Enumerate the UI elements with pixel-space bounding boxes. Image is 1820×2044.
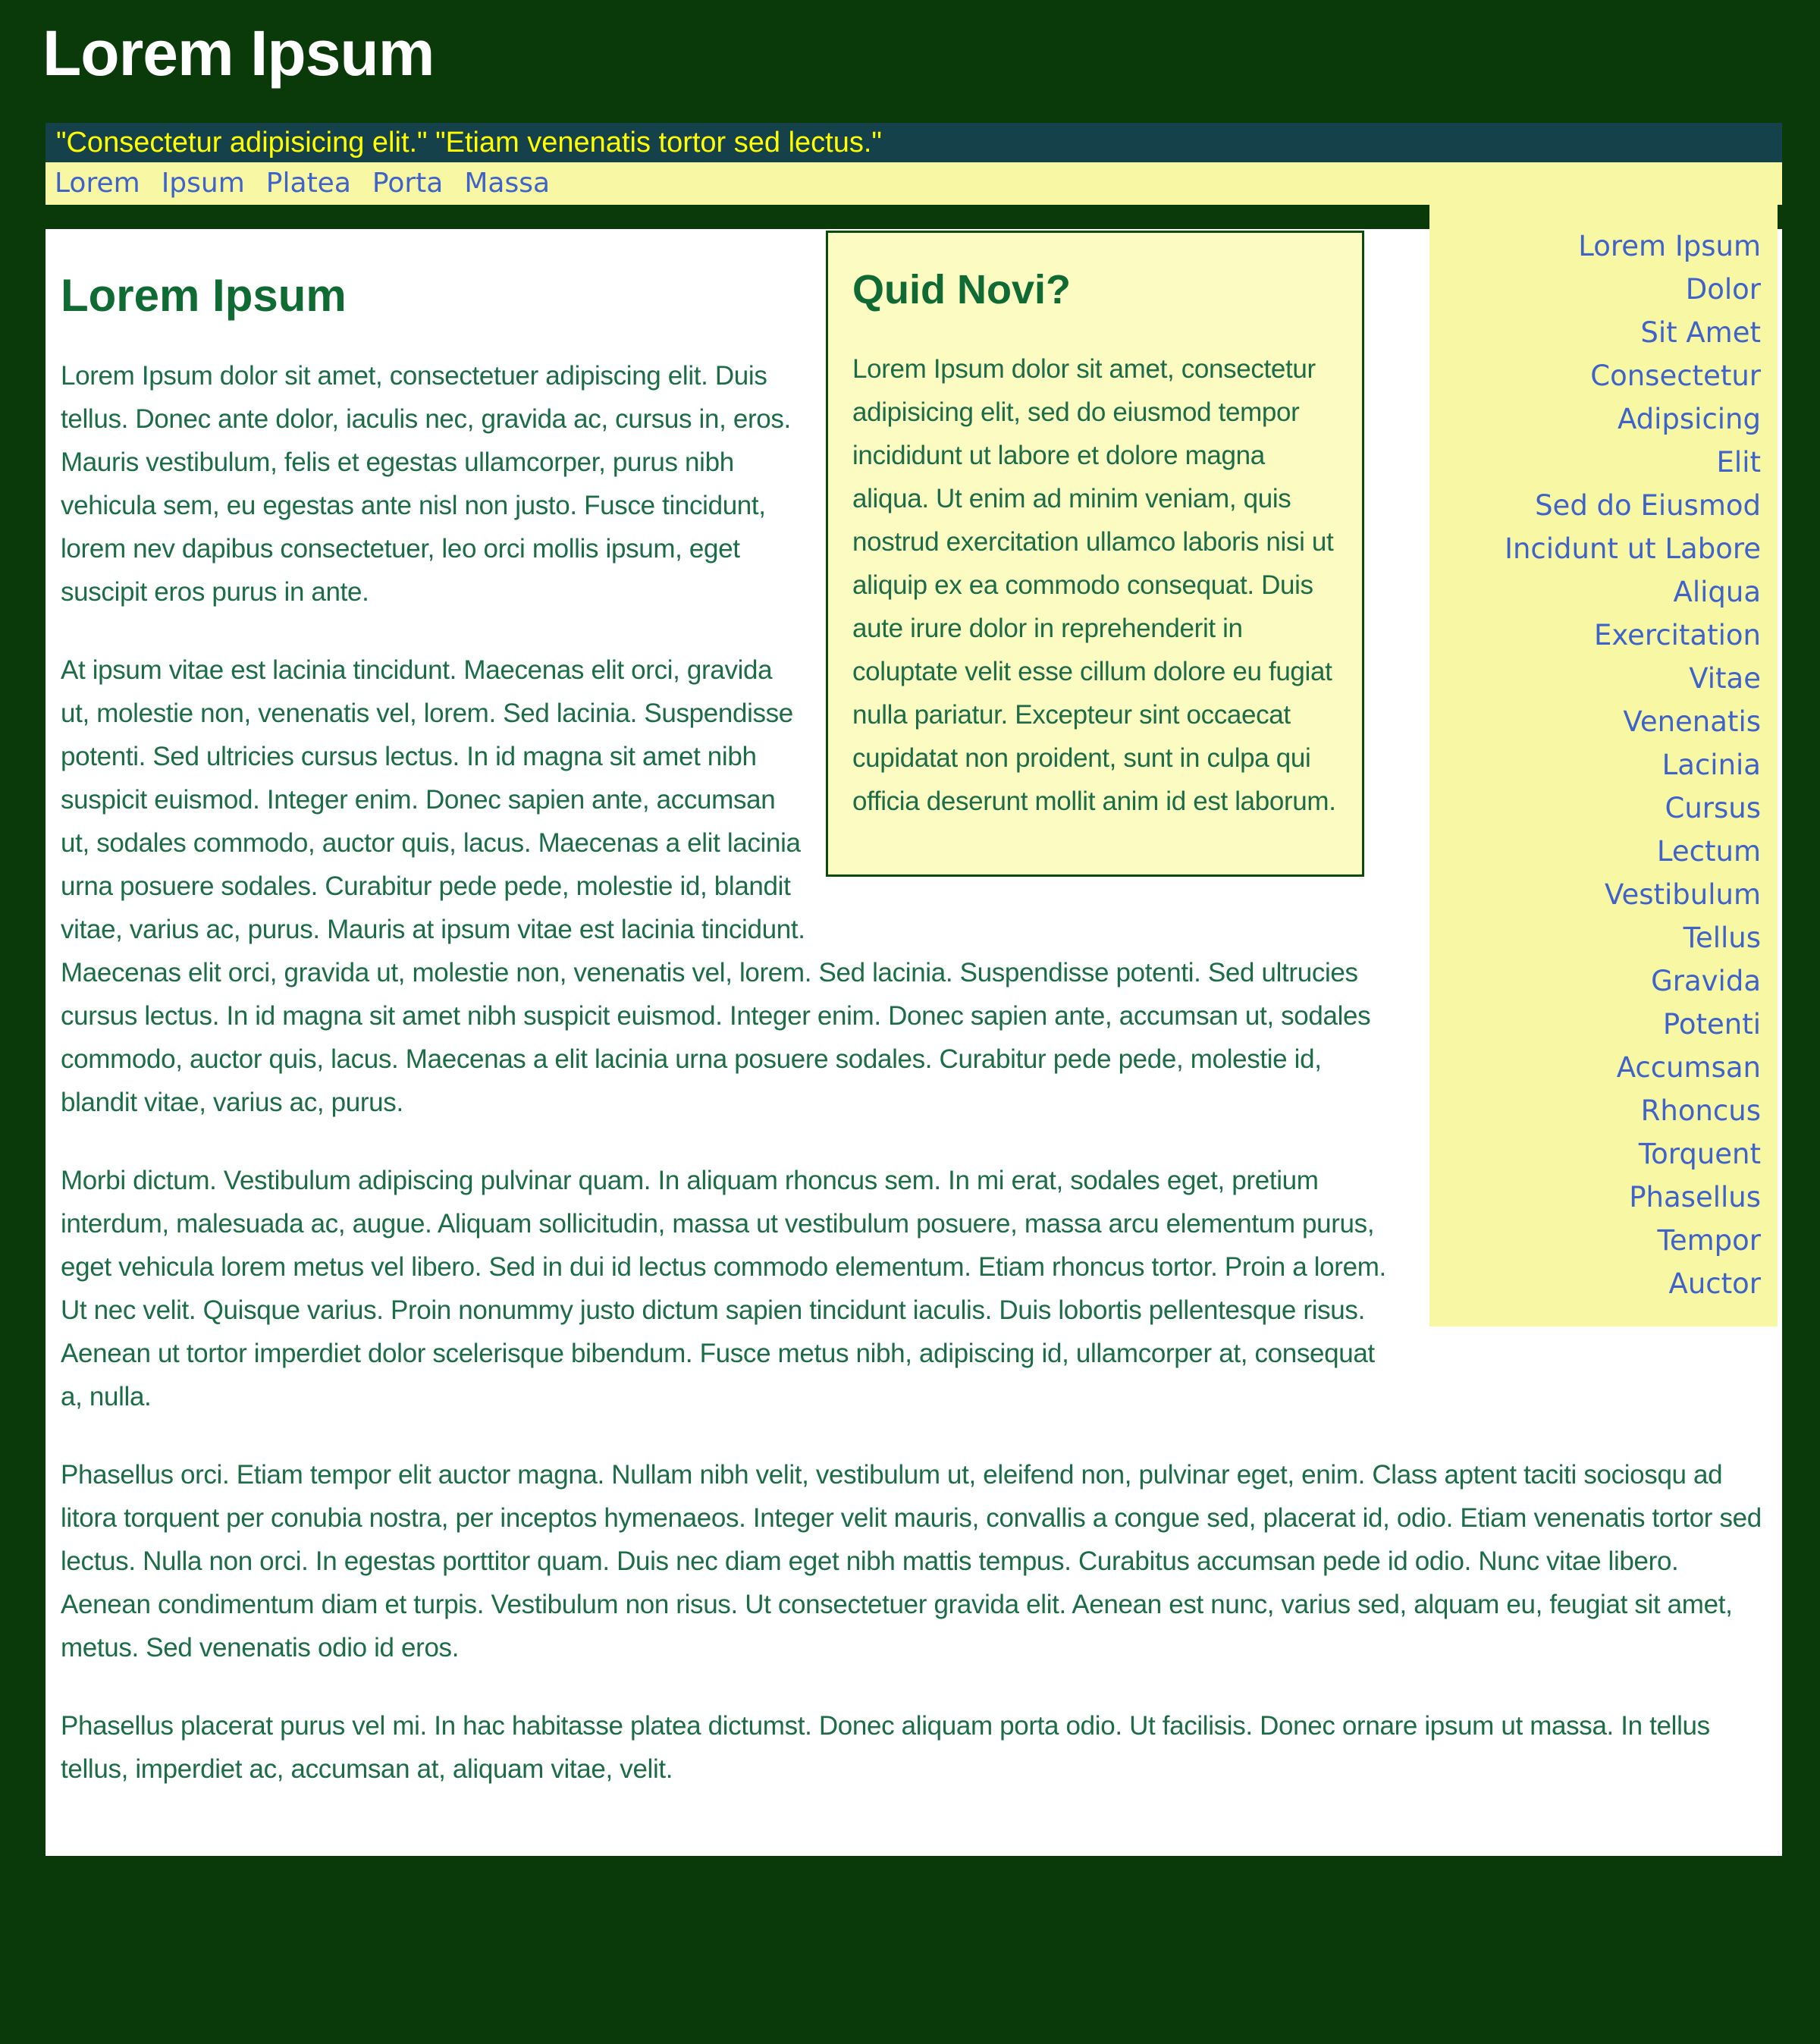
nav-link[interactable]: Lorem [55, 168, 140, 199]
sidebar-link[interactable]: Gravida [1651, 965, 1761, 997]
sidebar-link[interactable]: Phasellus [1629, 1181, 1761, 1214]
nav-link[interactable]: Ipsum [161, 168, 245, 199]
news-box [826, 231, 1364, 877]
article-paragraph: Lorem Ipsum dolor sit amet, consectetuer adipiscing elit. Duis tellus. Donec ante dolor, iaculis nec, gravida ac, cursus in, eros. Mauris vestibulum, felis et egestas ullamcorper, purus nibh vehicula sem, eu egestas ante nisl non justo. Fusce tincidunt, lorem nev dapibus consectetuer, leo orci mollis ipsum, eget suscipit eros purus in ante. [61, 361, 791, 607]
top-nav [46, 162, 1782, 205]
sidebar-link[interactable]: Lorem Ipsum [1578, 230, 1761, 262]
quote-text: "Consectetur adipisicing elit." "Etiam venenatis tortor sed lectus." [56, 127, 882, 159]
sidebar-link[interactable]: Exercitation [1594, 619, 1761, 652]
sidebar-link[interactable]: Adipsicing [1617, 403, 1761, 435]
sidebar-link[interactable]: Tellus [1683, 922, 1761, 954]
news-box-text: Lorem Ipsum dolor sit amet, consectetur adipisicing elit, sed do eiusmod tempor incididunt ut labore et dolore magna aliqua. Ut enim ad minim veniam, quis nostrud exercitation ullamco laboris nisi ut aliquip ex ea commodo consequat. Duis aute irure dolor in reprehenderit in coluptate velit esse cillum dolore eu fugiat nulla pariatur. Excepteur sint occaecat cupidatat non proident, sunt in culpa qui officia deserunt mollit anim id est laborum. [852, 354, 1336, 817]
main-content [46, 229, 1782, 1856]
sidebar-link[interactable]: Torquent [1638, 1138, 1761, 1170]
quote-bar [46, 123, 1782, 162]
news-box-title: Quid Novi? [852, 267, 1071, 312]
sidebar-link[interactable]: Auctor [1668, 1267, 1761, 1300]
sidebar-link[interactable]: Accumsan [1616, 1051, 1761, 1084]
sidebar-link[interactable]: Vestibulum [1605, 878, 1761, 911]
sidebar-link[interactable]: Cursus [1665, 792, 1761, 824]
article-paragraph: Phasellus placerat purus vel mi. In hac habitasse platea dictumst. Donec aliquam porta odio. Ut facilisis. Donec ornare ipsum ut massa. In tellus tellus, imperdiet ac, accumsan at, aliquam vitae, velit. [61, 1711, 1710, 1784]
sidebar-link[interactable]: Venenatis [1623, 705, 1761, 738]
sidebar-link[interactable]: Lectum [1656, 835, 1761, 868]
article-paragraph: Morbi dictum. Vestibulum adipiscing pulvinar quam. In aliquam rhoncus sem. In mi erat, sodales eget, pretium interdum, malesuada ac, augue. Aliquam sollicitudin, massa ut vestibulum posuere, massa arcu elementum purus, eget vehicula lorem metus vel libero. Sed in dui id lectus commodo elementum. Etiam rhoncus tortor. Proin a lorem. Ut nec velit. Quisque varius. Proin nonummy justo dictum sapien tincidunt iaculis. Duis lobortis pellentesque risus. Aenean ut tortor imperdiet dolor scelerisque bibendum. Fusce metus nibh, adipiscing id, ullamcorper at, consequat a, nulla. [61, 1166, 1386, 1411]
sidebar-menu [1429, 205, 1778, 1327]
sidebar-link[interactable]: Potenti [1662, 1008, 1761, 1041]
sidebar-link[interactable]: Rhoncus [1640, 1094, 1761, 1127]
sidebar-link[interactable]: Consectetur [1590, 360, 1761, 392]
sidebar-link[interactable]: Sit Amet [1640, 316, 1761, 349]
sidebar-link[interactable]: Sed do Eiusmod [1535, 489, 1761, 522]
sidebar-link[interactable]: Vitae [1689, 662, 1761, 695]
article-paragraph: Phasellus orci. Etiam tempor elit auctor magna. Nullam nibh velit, vestibulum ut, eleifend non, pulvinar eget, enim. Class aptent taciti sociosqu ad litora torquent per conubia nostra, per inceptos hymenaeos. Integer velit mauris, convallis a congue sed, placerat id, odio. Etiam venenatis tortor sed lectus. Nulla non orci. In egestas porttitor quam. Duis nec diam eget nibh mattis tempus. Curabitus accumsan pede id odio. Nunc vitae libero. Aenean condimentum diam et turpis. Vestibulum non risus. Ut consectetuer gravida elit. Aenean est nunc, varius sed, alquam eu, feugiat sit amet, metus. Sed venenatis odio id eros. [61, 1460, 1762, 1663]
sidebar-link[interactable]: Dolor [1685, 273, 1761, 306]
sidebar-link[interactable]: Lacinia [1662, 749, 1761, 781]
nav-link[interactable]: Porta [372, 168, 444, 199]
article-paragraph: At ipsum vitae est lacinia tincidunt. Maecenas elit orci, gravida ut, molestie non, venenatis vel, lorem. Sed lacinia. Suspendisse potenti. Sed ultricies cursus lectus. In id magna sit amet nibh suspicit euismod. Integer enim. Donec sapien ante, accumsan ut, sodales commodo, auctor quis, lacus. Maecenas a elit lacinia urna posuere sodales. Curabitur pede pede, molestie id, blandit vitae, varius ac, purus. Mauris at ipsum vitae est lacinia tincidunt. Maecenas elit orci, gravida ut, molestie non, venenatis vel, lorem. Sed lacinia. Suspendisse potenti. Sed ultrucies cursus lectus. In id magna sit amet nibh suspicit euismod. Integer enim. Donec sapien ante, accumsan ut, sodales commodo, auctor quis, lacus. Maecenas a elit lacinia urna posuere sodales. Curabitur pede pede, molestie id, blandit vitae, varius ac, purus. [61, 655, 1371, 1117]
sidebar-link[interactable]: Aliqua [1673, 576, 1761, 608]
nav-link[interactable]: Massa [464, 168, 551, 199]
sidebar-link[interactable]: Tempor [1657, 1224, 1761, 1257]
sidebar-link[interactable]: Incidunt ut Labore [1505, 532, 1761, 565]
sidebar-link[interactable]: Elit [1716, 446, 1761, 479]
article-title: Lorem Ipsum [61, 270, 347, 321]
site-title: Lorem Ipsum [42, 17, 435, 89]
nav-link[interactable]: Platea [265, 168, 351, 199]
